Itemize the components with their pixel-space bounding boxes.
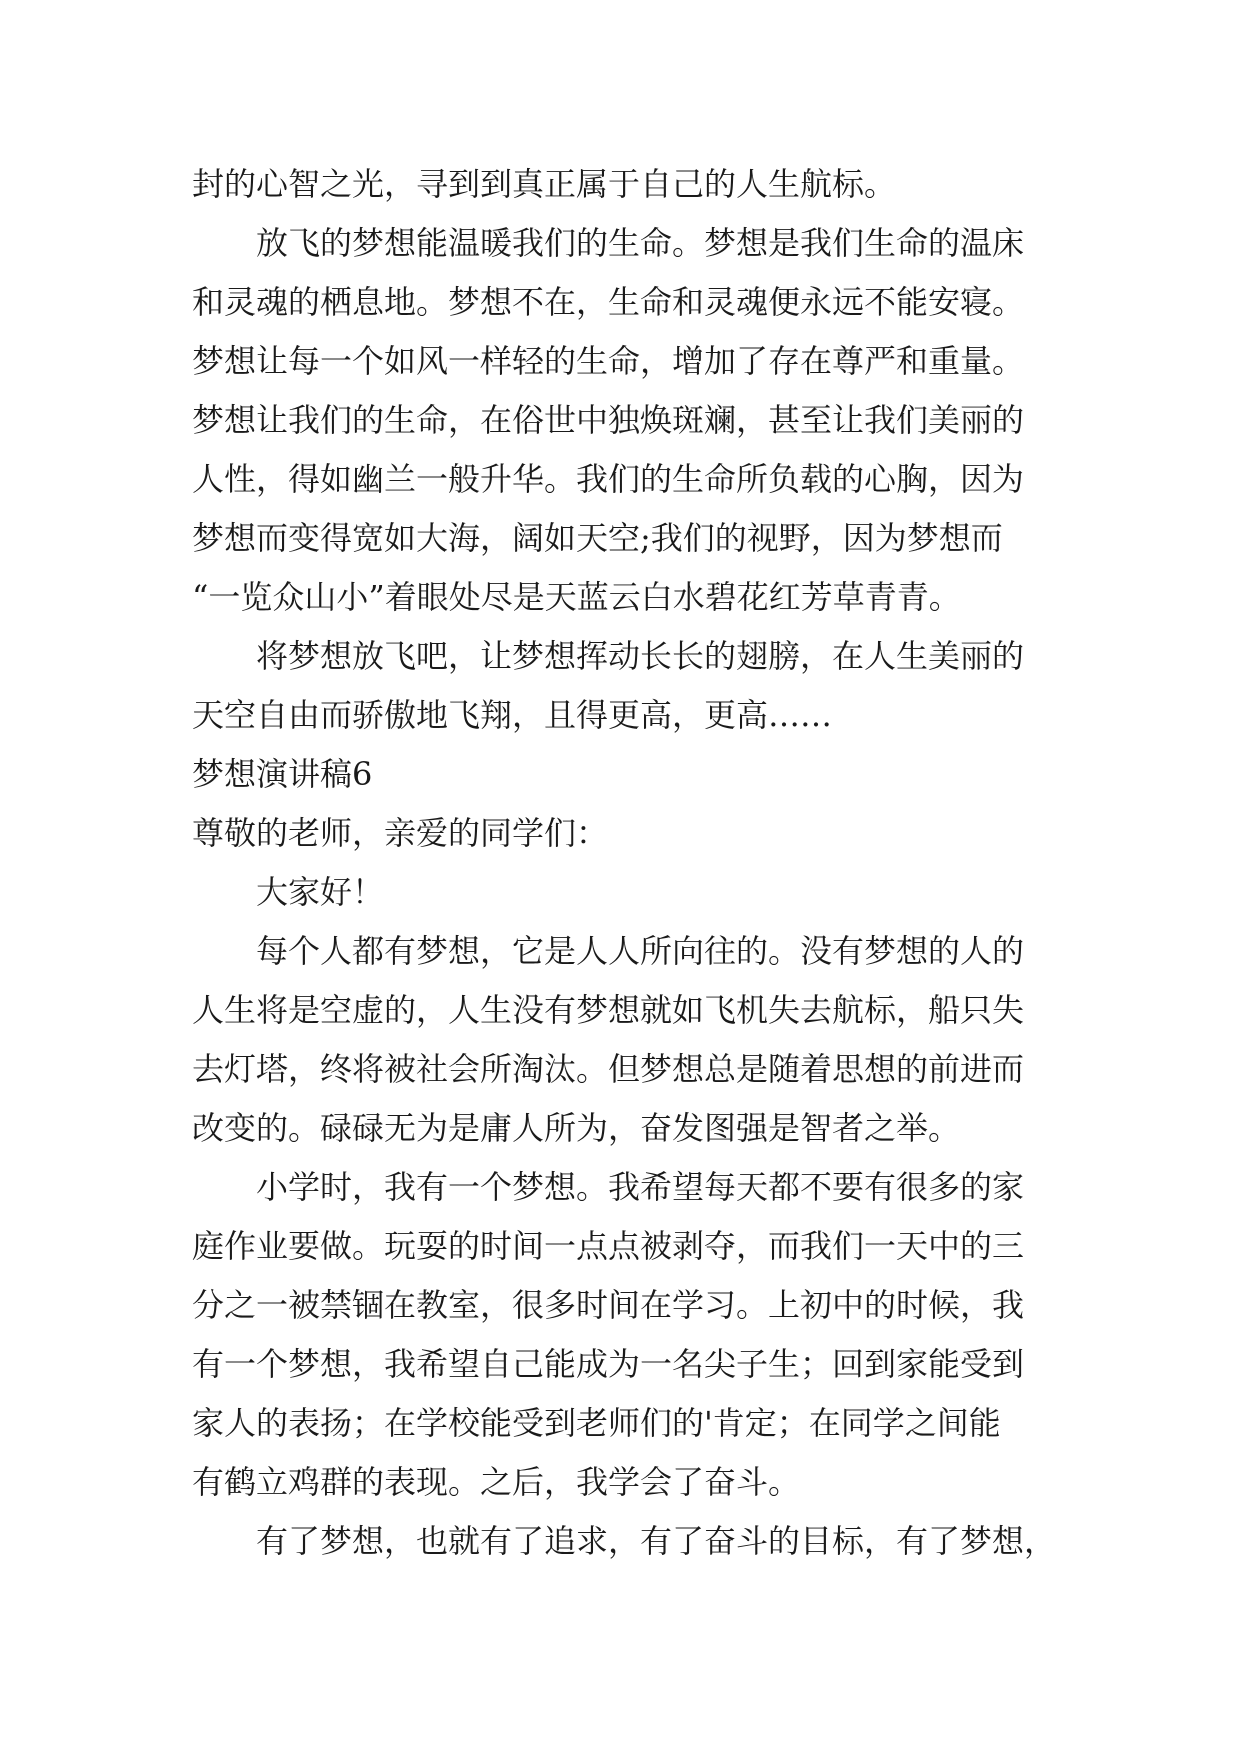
text-line: 去灯塔，终将被社会所淘汰。但梦想总是随着思想的前进而 [192,1050,1025,1088]
text-line: 人生将是空虚的，人生没有梦想就如飞机失去航标，船只失 [192,991,1025,1029]
text-line: 封的心智之光，寻到到真正属于自己的人生航标。 [192,165,897,203]
text-line: 和灵魂的栖息地。梦想不在，生命和灵魂便永远不能安寝。 [192,283,1025,321]
text-line: 将梦想放飞吧，让梦想挥动长长的翅膀，在人生美丽的 [256,637,1025,675]
text-line: 庭作业要做。玩耍的时间一点点被剥夺，而我们一天中的三 [192,1227,1025,1265]
text-line: 改变的。碌碌无为是庸人所为，奋发图强是智者之举。 [192,1109,961,1147]
text-line: 大家好！ [256,873,385,911]
text-line: 家人的表扬；在学校能受到老师们的'肯定；在同学之间能 [192,1404,1001,1442]
text-line: 尊敬的老师，亲爱的同学们： [192,814,609,852]
text-line: 天空自由而骄傲地飞翔，且得更高，更高…… [192,696,833,734]
text-line: 梦想让每一个如风一样轻的生命，增加了存在尊严和重量。 [192,342,1025,380]
text-line: 有一个梦想，我希望自己能成为一名尖子生；回到家能受到 [192,1345,1025,1383]
text-line: 小学时，我有一个梦想。我希望每天都不要有很多的家 [256,1168,1025,1206]
section-heading: 梦想演讲稿6 [192,755,373,793]
text-line: 人性，得如幽兰一般升华。我们的生命所负载的心胸，因为 [192,460,1025,498]
text-line: 梦想而变得宽如大海，阔如天空;我们的视野，因为梦想而 [192,519,1003,557]
text-line: 放飞的梦想能温暖我们的生命。梦想是我们生命的温床 [256,224,1025,262]
text-line: 分之一被禁锢在教室，很多时间在学习。上初中的时候，我 [192,1286,1025,1324]
text-line: 每个人都有梦想，它是人人所向往的。没有梦想的人的 [256,932,1025,970]
text-line: 有了梦想，也就有了追求，有了奋斗的目标，有了梦想， [256,1522,1057,1560]
text-line: “一览众山小”着眼处尽是天蓝云白水碧花红芳草青青。 [192,578,961,616]
document-body [192,155,1072,1571]
text-line: 有鹤立鸡群的表现。之后，我学会了奋斗。 [192,1463,801,1501]
text-line: 梦想让我们的生命，在俗世中独焕斑斓，甚至让我们美丽的 [192,401,1025,439]
